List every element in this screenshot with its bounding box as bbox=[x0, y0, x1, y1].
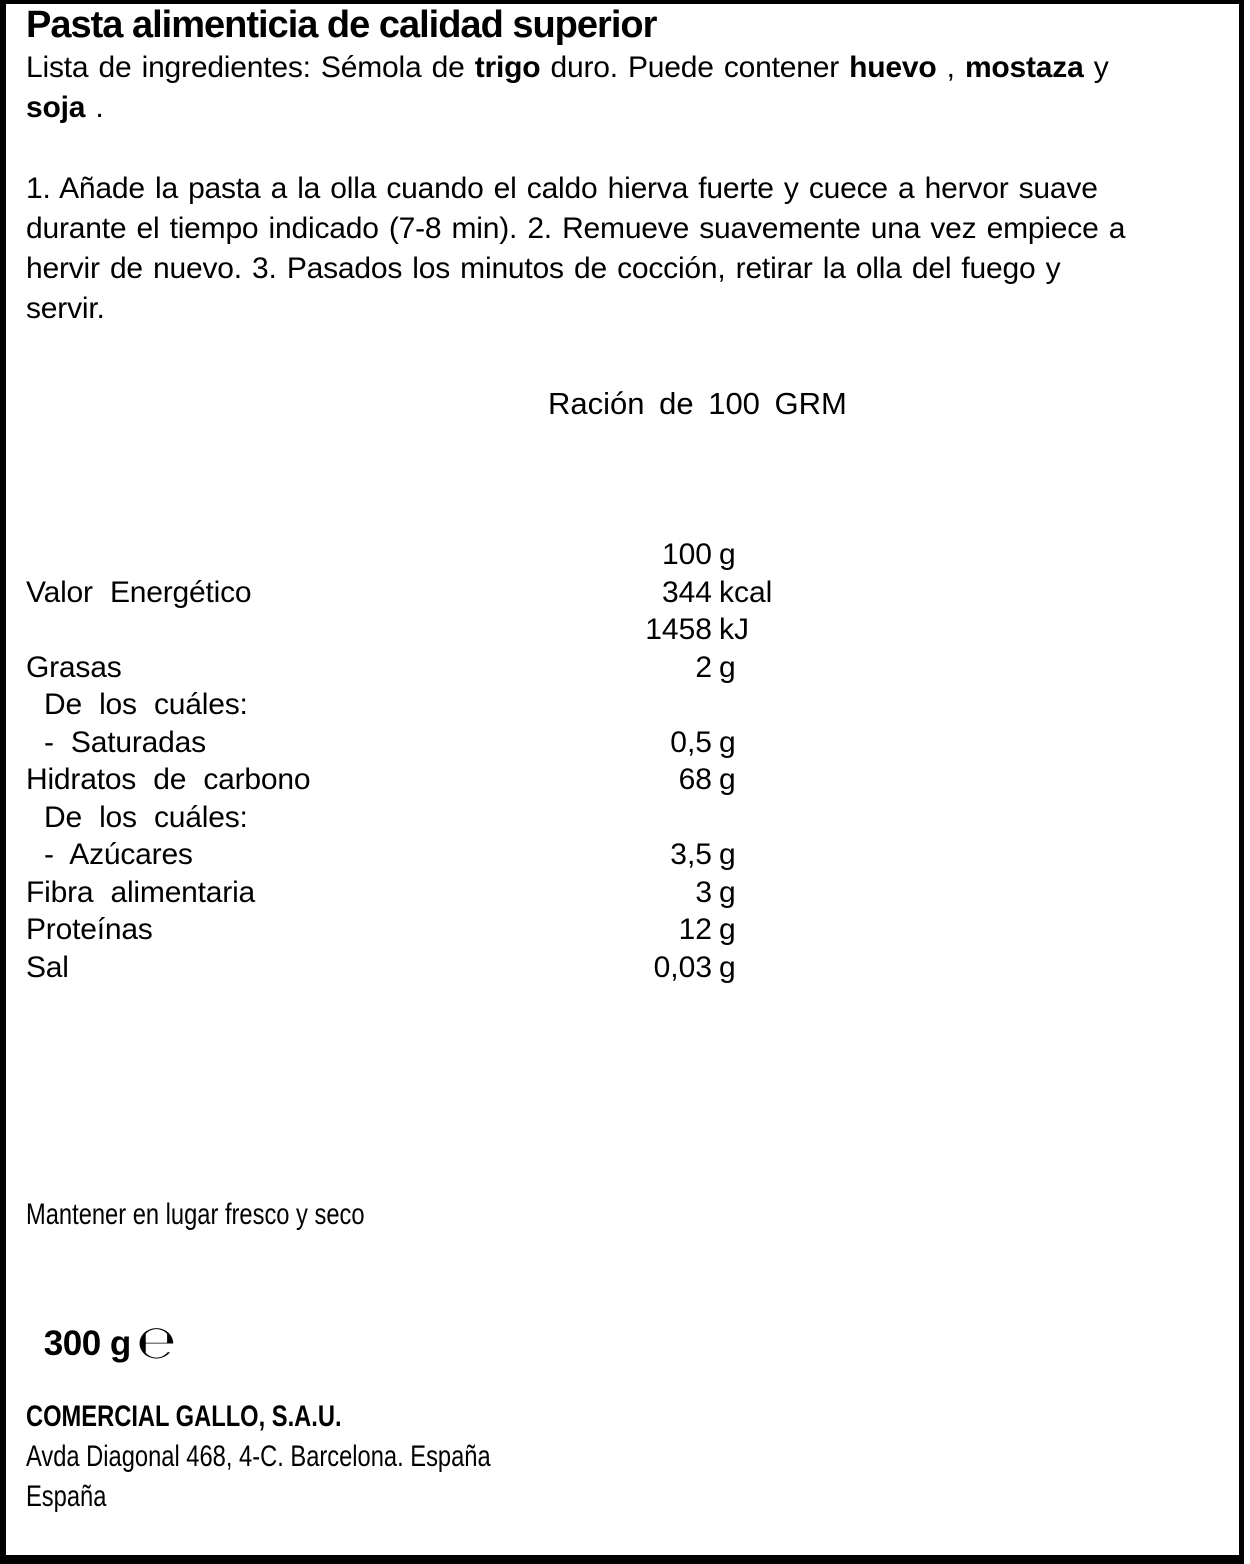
nutrient-label: De los cuáles: bbox=[44, 688, 248, 721]
nutrition-row bbox=[26, 761, 1216, 799]
nutrient-label: - Saturadas bbox=[44, 725, 206, 759]
nutrient-value: 68 bbox=[678, 763, 712, 796]
instruction-line: hervir de nuevo. 3. Pasados los minutos de cocción, retirar la olla del fuego y bbox=[26, 252, 1061, 285]
nutrient-label: De los cuáles: bbox=[44, 800, 248, 834]
nutrient-unit: g bbox=[719, 950, 736, 984]
serving-size-header: Ración de 100 GRM bbox=[548, 386, 847, 421]
net-weight-value: 300 g bbox=[43, 1324, 131, 1363]
nutrient-unit: g bbox=[719, 838, 736, 871]
nutrient-value: 3,5 bbox=[670, 838, 712, 871]
nutrition-row bbox=[26, 686, 1216, 724]
nutrient-label: Valor Energético bbox=[26, 575, 252, 609]
nutrient-unit: kcal bbox=[719, 575, 773, 609]
nutrient-label: Proteínas bbox=[26, 913, 153, 946]
nutrition-row bbox=[26, 799, 1216, 837]
cooking-instructions bbox=[26, 169, 1125, 329]
instruction-line: servir. bbox=[26, 292, 105, 325]
nutrient-value: 100 bbox=[661, 538, 712, 571]
nutrition-row bbox=[26, 574, 1216, 612]
nutrient-label: - Azúcares bbox=[44, 838, 193, 871]
nutrient-unit: g bbox=[719, 913, 736, 946]
nutrition-row bbox=[26, 649, 1216, 687]
nutrient-label: Grasas bbox=[26, 650, 122, 684]
estimated-sign-icon: ℮ bbox=[136, 1315, 177, 1369]
nutrient-label: Hidratos de carbono bbox=[26, 763, 311, 796]
nutrition-row bbox=[26, 611, 1216, 649]
ingredients-list bbox=[26, 48, 1109, 128]
nutrition-row bbox=[26, 724, 1216, 762]
product-title: Pasta alimenticia de calidad superior bbox=[26, 4, 657, 46]
instruction-line: durante el tiempo indicado (7-8 min). 2. Remueve suavemente una vez empiece a bbox=[26, 212, 1126, 245]
nutrient-unit: g bbox=[719, 538, 736, 571]
ingredients-line: Lista de ingredientes: Sémola de trigo duro. Puede contener huevo , mostaza y bbox=[26, 51, 1109, 84]
nutrition-row bbox=[26, 911, 1216, 949]
nutrient-unit: g bbox=[719, 650, 736, 684]
nutrient-label: Fibra alimentaria bbox=[26, 875, 256, 909]
company-name: COMERCIAL GALLO, S.A.U. bbox=[26, 1400, 342, 1433]
nutrition-row bbox=[26, 874, 1216, 912]
nutrient-value: 0,03 bbox=[653, 950, 712, 984]
nutrient-unit: kJ bbox=[719, 613, 749, 646]
nutrition-row bbox=[26, 536, 1216, 574]
company-country: España bbox=[26, 1480, 107, 1513]
nutrient-value: 12 bbox=[678, 913, 712, 946]
nutrient-label: Sal bbox=[26, 950, 69, 984]
storage-instructions: Mantener en lugar fresco y seco bbox=[26, 1198, 365, 1231]
nutrient-unit: g bbox=[719, 725, 736, 759]
nutrition-row bbox=[26, 836, 1216, 874]
instruction-line: 1. Añade la pasta a la olla cuando el caldo hierva fuerte y cuece a hervor suave bbox=[26, 172, 1098, 205]
nutrition-row bbox=[26, 949, 1216, 987]
net-weight bbox=[26, 1276, 176, 1417]
ingredients-line: soja . bbox=[26, 91, 104, 124]
nutrition-table bbox=[26, 536, 1216, 986]
nutrient-value: 344 bbox=[661, 575, 712, 609]
company-address: Avda Diagonal 468, 4-C. Barcelona. España bbox=[26, 1440, 491, 1473]
manufacturer-block bbox=[26, 1397, 491, 1517]
nutrient-unit: g bbox=[719, 875, 736, 909]
nutrient-value: 2 bbox=[695, 650, 712, 684]
nutrient-value: 1458 bbox=[645, 613, 712, 646]
nutrient-value: 0,5 bbox=[670, 725, 712, 759]
nutrient-unit: g bbox=[719, 763, 736, 796]
nutrient-value: 3 bbox=[695, 875, 712, 909]
